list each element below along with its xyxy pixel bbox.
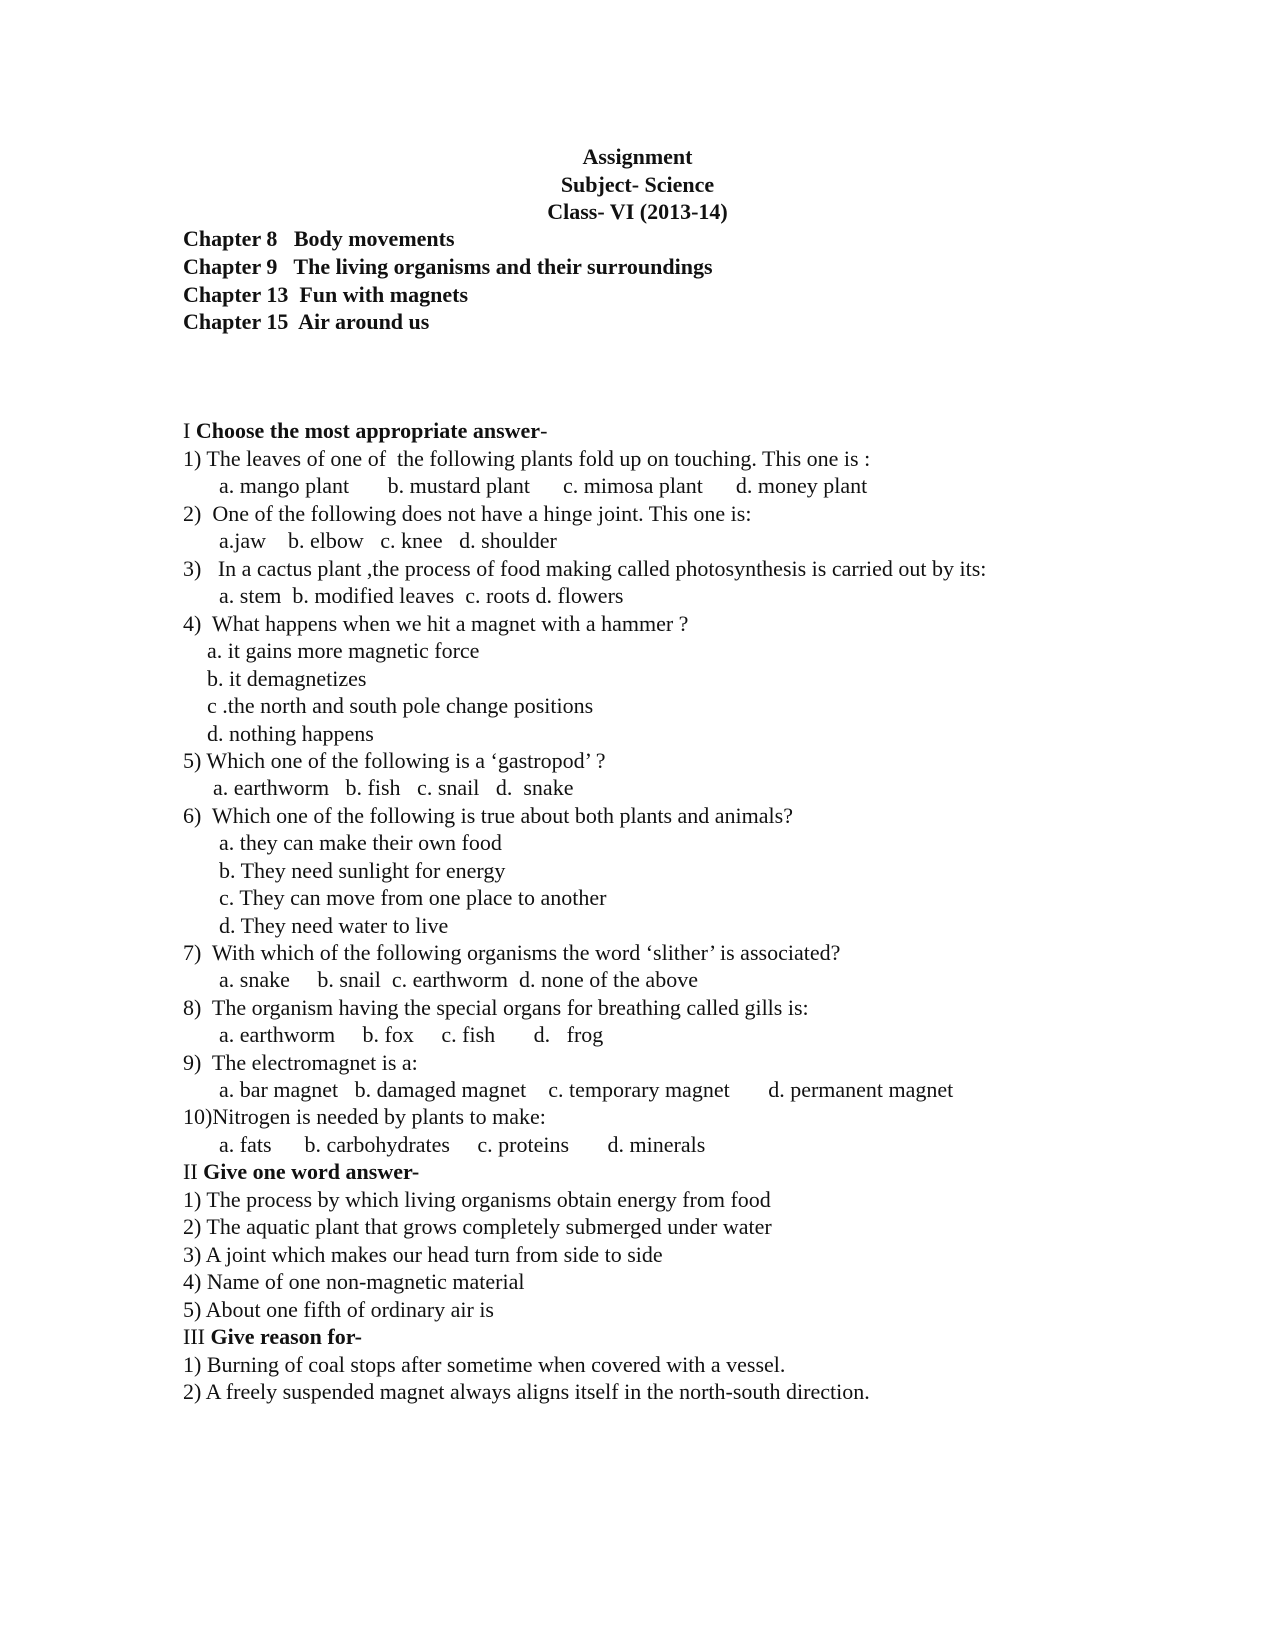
section-numeral: I — [183, 418, 196, 443]
question-text: 10)Nitrogen is needed by plants to make: — [183, 1104, 546, 1129]
answer-option: a. it gains more magnetic force — [207, 638, 480, 663]
answer-option: d. nothing happens — [207, 721, 374, 746]
answer-options: a. snake b. snail c. earthworm d. none of the above — [219, 967, 698, 992]
list-item: 2) A freely suspended magnet always aligns itself in the north-south direction. — [183, 1379, 870, 1404]
class-line: Class- VI (2013-14) — [547, 199, 728, 224]
section-numeral: II — [183, 1159, 204, 1184]
question-text: 8) The organism having the special organs for breathing called gills is: — [183, 995, 809, 1020]
list-item: 1) The process by which living organisms obtain energy from food — [183, 1187, 771, 1212]
answer-options: a. stem b. modified leaves c. roots d. flowers — [219, 583, 624, 608]
section-1-heading — [183, 417, 547, 445]
question-text: 9) The electromagnet is a: — [183, 1050, 418, 1075]
section-3-heading — [183, 1323, 362, 1351]
section-heading-text: Give one word answer- — [203, 1159, 420, 1184]
question-text: 3) In a cactus plant ,the process of food making called photosynthesis is carried out by its: — [183, 556, 987, 581]
section-2-heading — [183, 1158, 419, 1186]
chapter-line: Chapter 9 The living organisms and their surroundings — [183, 254, 713, 279]
chapter-line: Chapter 8 Body movements — [183, 226, 455, 251]
list-item: 5) About one fifth of ordinary air is — [183, 1297, 494, 1322]
section-heading-suffix: - — [540, 418, 548, 443]
chapter-line: Chapter 13 Fun with magnets — [183, 282, 469, 307]
question-text: 5) Which one of the following is a ‘gastropod’ ? — [183, 748, 606, 773]
answer-option: b. it demagnetizes — [207, 666, 367, 691]
question-text: 4) What happens when we hit a magnet with a hammer ? — [183, 611, 689, 636]
list-item: 1) Burning of coal stops after sometime when covered with a vessel. — [183, 1352, 786, 1377]
answer-options: a. mango plant b. mustard plant c. mimosa plant d. money plant — [219, 473, 868, 498]
question-text: 2) One of the following does not have a hinge joint. This one is: — [183, 501, 752, 526]
answer-option: c .the north and south pole change positions — [207, 693, 594, 718]
list-item: 3) A joint which makes our head turn from side to side — [183, 1242, 663, 1267]
answer-options: a. earthworm b. fish c. snail d. snake — [213, 775, 574, 800]
question-text: 1) The leaves of one of the following plants fold up on touching. This one is : — [183, 446, 871, 471]
section-heading-text: Choose the most appropriate answer — [195, 418, 541, 443]
answer-options: a. bar magnet b. damaged magnet c. temporary magnet d. permanent magnet — [219, 1077, 954, 1102]
answer-option: a. they can make their own food — [219, 830, 502, 855]
answer-option: c. They can move from one place to another — [219, 885, 607, 910]
answer-options: a. fats b. carbohydrates c. proteins d. minerals — [219, 1132, 706, 1157]
question-text: 6) Which one of the following is true about both plants and animals? — [183, 803, 793, 828]
assignment-title: Assignment — [582, 144, 693, 169]
section-heading-text: Give reason for- — [210, 1324, 363, 1349]
list-item: 2) The aquatic plant that grows completely submerged under water — [183, 1214, 772, 1239]
subject-line: Subject- Science — [560, 172, 715, 197]
question-text: 7) With which of the following organisms the word ‘slither’ is associated? — [183, 940, 841, 965]
answer-option: d. They need water to live — [219, 913, 449, 938]
chapter-line: Chapter 15 Air around us — [183, 309, 430, 334]
answer-options: a. earthworm b. fox c. fish d. frog — [219, 1022, 604, 1047]
answer-option: b. They need sunlight for energy — [219, 858, 506, 883]
list-item: 4) Name of one non-magnetic material — [183, 1269, 525, 1294]
section-numeral: III — [183, 1324, 211, 1349]
answer-options: a.jaw b. elbow c. knee d. shoulder — [219, 528, 557, 553]
